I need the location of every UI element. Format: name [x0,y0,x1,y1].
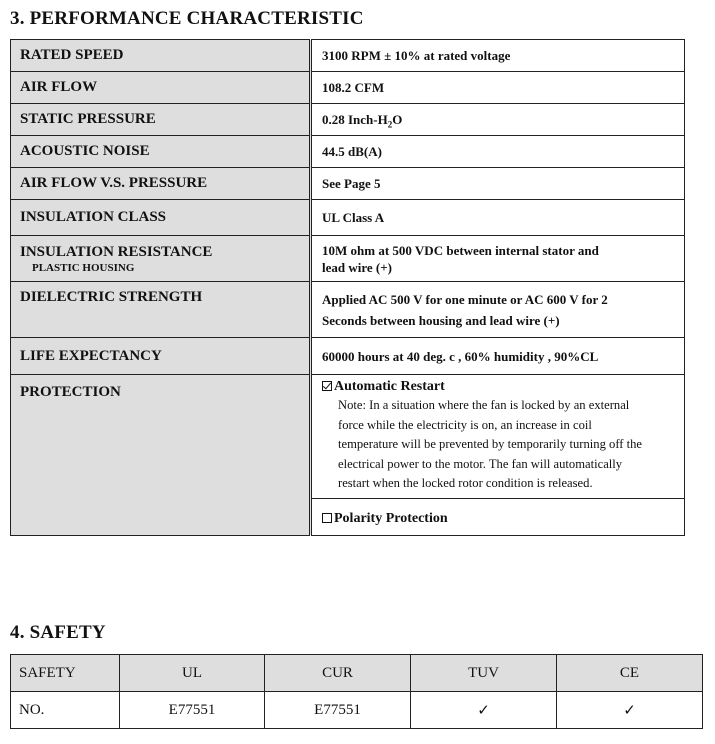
note-line: electrical power to the motor. The fan will automatically [338,456,623,471]
insulation-class-label: INSULATION CLASS [11,200,311,236]
safety-header-ce: CE [557,655,703,692]
static-pressure-value [311,104,685,136]
rated-speed-value: 3100 RPM ± 10% at rated voltage [311,40,685,72]
automatic-restart-note [338,396,684,494]
static-pressure-value-unit: O [392,112,403,127]
safety-header-safety: SAFETY [11,655,120,692]
dielectric-strength-label: DIELECTRIC STRENGTH [11,282,311,338]
table-row [11,104,685,136]
dielectric-strength-value-line1: Applied AC 500 V for one minute or AC 600 V for 2 [322,292,608,307]
static-pressure-subscript: 2 [387,119,393,130]
safety-header-cur: CUR [265,655,411,692]
static-pressure-value-main: 0.28 Inch-H [322,112,388,127]
performance-table [10,39,685,536]
insulation-resistance-value-line2: lead wire (+) [322,260,392,275]
air-flow-vs-pressure-label: AIR FLOW V.S. PRESSURE [11,168,311,200]
unchecked-checkbox-icon [322,513,332,523]
table-row [11,236,685,282]
tuv-check-icon: ✓ [411,692,557,729]
safety-header-ul: UL [120,655,265,692]
insulation-class-value: UL Class A [311,200,685,236]
safety-section-title: 4. SAFETY [10,622,106,643]
insulation-resistance-value [311,236,685,282]
note-line: force while the electricity is on, an increase in coil [338,417,592,432]
life-expectancy-value: 60000 hours at 40 deg. c , 60% humidity , 90%CL [311,338,685,375]
dielectric-strength-value-line2: Seconds between housing and lead wire (+) [322,313,560,328]
safety-table [10,654,703,729]
ul-number: E77551 [120,692,265,729]
table-row [11,282,685,338]
insulation-resistance-value-line1: 10M ohm at 500 VDC between internal stator and [322,243,599,258]
performance-section-title: 3. PERFORMANCE CHARACTERISTIC [10,8,364,29]
table-row [11,200,685,236]
safety-number-row [11,692,703,729]
checked-checkbox-icon [322,381,332,391]
safety-row-label: NO. [11,692,120,729]
acoustic-noise-label: ACOUSTIC NOISE [11,136,311,168]
insulation-resistance-sublabel: PLASTIC HOUSING [32,262,135,274]
polarity-protection-label: Polarity Protection [334,510,448,526]
polarity-protection-block [312,499,684,535]
insulation-resistance-title: INSULATION RESISTANCE [20,244,213,260]
static-pressure-label: STATIC PRESSURE [11,104,311,136]
life-expectancy-label: LIFE EXPECTANCY [11,338,311,375]
safety-header-tuv: TUV [411,655,557,692]
air-flow-label: AIR FLOW [11,72,311,104]
acoustic-noise-value: 44.5 dB(A) [311,136,685,168]
ce-check-icon: ✓ [557,692,703,729]
safety-header-row [11,655,703,692]
note-line: restart when the locked rotor condition is released. [338,476,593,490]
table-row [11,40,685,72]
table-row [11,338,685,375]
air-flow-value: 108.2 CFM [311,72,685,104]
insulation-resistance-label [11,236,311,282]
rated-speed-label: RATED SPEED [11,40,311,72]
table-row [11,72,685,104]
automatic-restart-block [312,375,684,499]
protection-value [311,375,685,536]
note-line: Note: In a situation where the fan is locked by an external [338,398,630,412]
dielectric-strength-value [311,282,685,338]
automatic-restart-label: Automatic Restart [334,379,445,394]
protection-label: PROTECTION [11,375,311,536]
table-row [11,168,685,200]
table-row [11,136,685,168]
cur-number: E77551 [265,692,411,729]
air-flow-vs-pressure-value: See Page 5 [311,168,685,200]
note-line: temperature will be prevented by temporarily turning off the [338,437,643,451]
table-row [11,375,685,536]
